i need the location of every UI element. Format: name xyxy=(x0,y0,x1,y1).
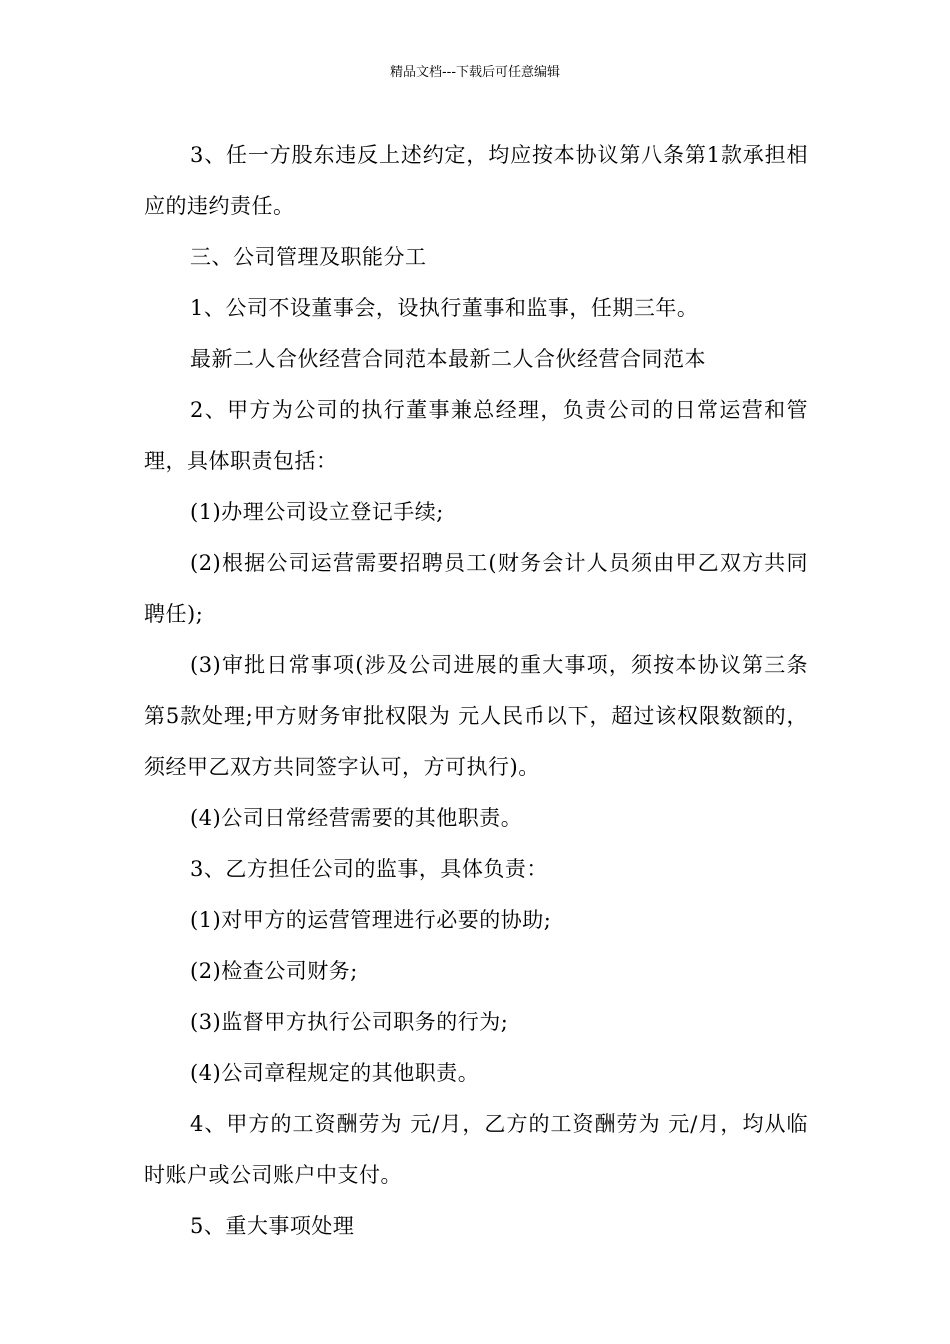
list-item-b1: (1)对甲方的运营管理进行必要的协助; xyxy=(190,908,552,932)
paragraph-no-board: 1、公司不设董事会，设执行董事和监事，任期三年。 xyxy=(190,296,699,320)
list-item-b4: (4)公司章程规定的其他职责。 xyxy=(190,1061,480,1085)
list-item-b2: (2)检查公司财务; xyxy=(190,959,358,983)
list-item-a2: (2)根据公司运营需要招聘员工(财务会计人员须由甲乙双方共同聘任); xyxy=(144,551,808,626)
list-item-a4: (4)公司日常经营需要的其他职责。 xyxy=(190,806,523,830)
paragraph-salary: 4、甲方的工资酬劳为 元/月，乙方的工资酬劳为 元/月，均从临时账户或公司账户中支付。 xyxy=(144,1112,808,1187)
list-item-a3: (3)审批日常事项(涉及公司进展的重大事项，须按本协议第三条第5款处理;甲方财务审批权限为 元人民币以下，超过该权限数额的，须经甲乙双方共同签字认可，方可执行)。 xyxy=(144,653,808,779)
paragraph-major-matters: 5、重大事项处理 xyxy=(190,1214,355,1238)
paragraph-party-b-duties: 3、乙方担任公司的监事，具体负责： xyxy=(190,857,548,881)
paragraph-title-repeat: 最新二人合伙经营合同范本最新二人合伙经营合同范本 xyxy=(190,347,706,371)
list-item-a1: (1)办理公司设立登记手续; xyxy=(190,500,444,524)
section-heading-management: 三、公司管理及职能分工 xyxy=(190,245,427,269)
list-item-b3: (3)监督甲方执行公司职务的行为; xyxy=(190,1010,509,1034)
paragraph-party-a-duties: 2、甲方为公司的执行董事兼总经理，负责公司的日常运营和管理，具体职责包括： xyxy=(144,398,808,473)
document-body xyxy=(144,130,808,1252)
paragraph-breach-liability: 3、任一方股东违反上述约定，均应按本协议第八条第1款承担相应的违约责任。 xyxy=(144,143,808,218)
page-header: 精品文档---下载后可任意编辑 xyxy=(389,65,561,80)
